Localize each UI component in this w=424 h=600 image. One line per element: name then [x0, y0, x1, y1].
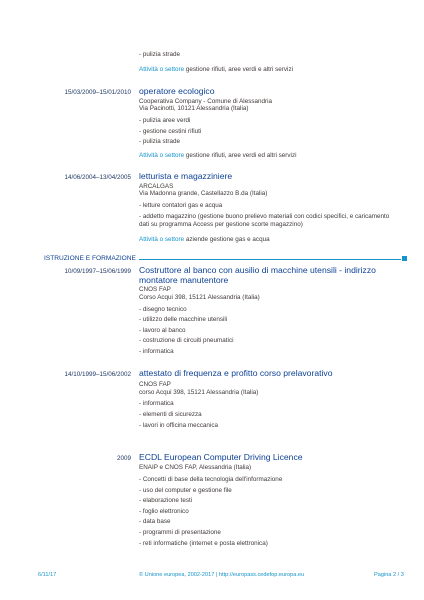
activity-value: gestione rifiuti, aree verdi e altri servizi: [184, 66, 293, 73]
edu3-bullet: - foglio elettronico: [139, 508, 189, 515]
edu3-title: ECDL European Computer Driving Licence: [139, 452, 303, 462]
edu1-bullet: - utilizzo delle macchine utensili: [139, 316, 228, 323]
edu3-bullet: - elaborazione testi: [139, 497, 193, 504]
edu1-bullet: - disegno tecnico: [139, 306, 187, 313]
edu1-address: Corso Acqui 398, 15121 Alessandria (Italia): [139, 294, 260, 301]
edu2-title: attestato di frequenza e profitto corso prelavorativo: [139, 368, 333, 378]
edu1-bullet: - costruzione di circuiti pneumatici: [139, 337, 234, 344]
job1-bullet: - gestione cestini rifiuti: [139, 128, 202, 135]
edu1-bullet: - lavoro al banco: [139, 327, 186, 334]
job1-title: operatore ecologico: [139, 86, 215, 96]
job2-employer: ARCALGAS: [139, 183, 174, 190]
job1-dates: 15/03/2009–15/01/2010: [64, 89, 131, 96]
edu3-bullet: - Concetti di base della tecnologia dell'informazione: [139, 476, 283, 483]
section-title: ISTRUZIONE E FORMAZIONE: [44, 255, 136, 262]
job1-bullet: - pulizia aree verdi: [139, 117, 191, 124]
job1-activity: [139, 152, 297, 159]
section-marker-square: [402, 256, 407, 261]
edu2-bullet: - lavori in officina meccanica: [139, 422, 218, 429]
job1-address: Via Pacinotti, 10121 Alessandria (Italia): [139, 105, 249, 112]
edu1-org: CNOS FAP: [139, 286, 171, 293]
activity-label: Attività o settore: [139, 152, 185, 159]
edu2-org: CNOS FAP: [139, 381, 171, 388]
edu3-bullet: - programmi di presentazione: [139, 529, 221, 536]
job1-bullet: - pulizia strade: [139, 138, 180, 145]
footer-date: 6/11/17: [38, 572, 57, 578]
edu2-address: corso Acqui 398, 15121 Alessandria (Italia): [139, 389, 259, 396]
job0-activity: [139, 66, 293, 73]
edu2-bullet: - informatica: [139, 400, 174, 407]
edu3-bullet: - uso del computer e gestione file: [139, 487, 232, 494]
job2-address: Via Madonna grande, Castellazzo B.da (Italia): [139, 190, 268, 197]
job1-employer: Cooperativa Company - Comune di Alessandria: [139, 98, 273, 105]
footer-copyright-link[interactable]: © Unione europea, 2002-2017 | http://europass.cedefop.europa.eu: [139, 572, 305, 578]
job2-title: letturista e magazziniere: [139, 171, 233, 181]
edu1-bullet: - informatica: [139, 348, 174, 355]
activity-value: gestione rifiuti, aree verdi ed altri servizi: [184, 152, 297, 159]
section-divider: [139, 259, 401, 260]
edu3-bullet: - reti informatiche (internet e posta elettronica): [139, 540, 268, 547]
edu3-dates: 2009: [116, 455, 131, 462]
edu3-bullet: - data base: [139, 518, 171, 525]
job2-activity: [139, 236, 270, 243]
footer-page-number: Pagina 2 / 3: [374, 572, 404, 578]
edu1-title: Costruttore al banco con ausilio di macchine utensili - indirizzo montatore manutentore: [139, 265, 376, 285]
job2-bullet: - addetto magazzino (gestione buono prelievo materiali con codici specifici, e caricamento dati su programma Access per gestione scorte magazzino): [139, 213, 390, 228]
activity-label: Attività o settore: [139, 236, 185, 243]
edu1-dates: 10/09/1997–15/06/1999: [64, 268, 131, 275]
activity-label: Attività o settore: [139, 66, 185, 73]
edu2-bullet: - elementi di sicurezza: [139, 411, 202, 418]
edu3-org: ENAIP e CNOS FAP, Alessandria (Italia): [139, 464, 252, 471]
job0-bullet: - pulizia strade: [139, 51, 180, 58]
activity-value: aziende gestione gas e acqua: [184, 236, 270, 243]
job2-bullet: - letture contatori gas e acqua: [139, 202, 223, 209]
edu2-dates: 14/10/1999–15/06/2002: [64, 371, 131, 378]
job2-dates: 14/06/2004–13/04/2005: [64, 174, 131, 181]
